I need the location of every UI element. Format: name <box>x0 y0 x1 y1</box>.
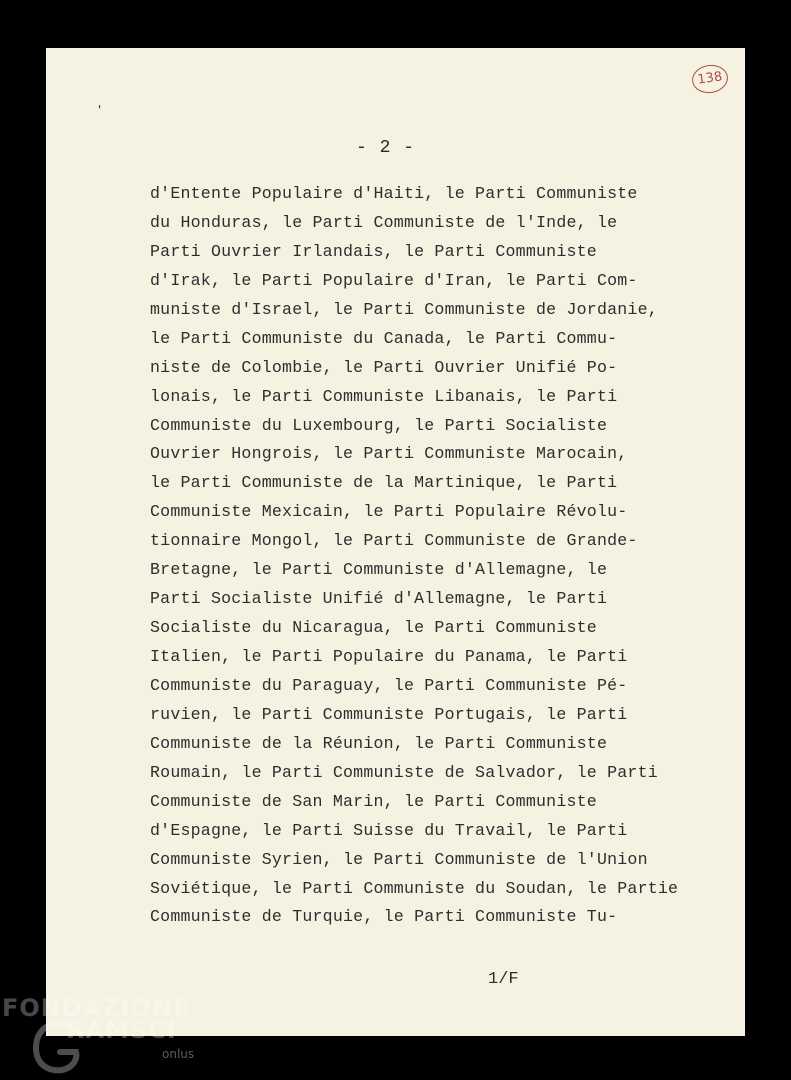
body-line: Communiste de San Marin, le Parti Communiste <box>150 791 597 811</box>
body-line: Communiste Syrien, le Parti Communiste de l'Union <box>150 849 648 869</box>
body-line: muniste d'Israel, le Parti Communiste de Jordanie, <box>150 299 658 319</box>
footer-code: 1/F <box>488 970 519 989</box>
body-line: ruvien, le Parti Communiste Portugais, le Parti <box>150 704 628 724</box>
archive-number-stamp: 138 <box>690 63 730 96</box>
logo-onlus: onlus <box>162 1047 195 1061</box>
page-number: - 2 - <box>356 138 416 158</box>
fondazione-gramsci-logo <box>2 992 202 1077</box>
body-line: Roumain, le Parti Communiste de Salvador, le Parti <box>150 762 658 782</box>
body-line: d'Espagne, le Parti Suisse du Travail, le Parti <box>150 820 628 840</box>
body-line: du Honduras, le Parti Communiste de l'Inde, le <box>150 212 618 232</box>
body-line: le Parti Communiste de la Martinique, le Parti <box>150 473 618 493</box>
body-line: tionnaire Mongol, le Parti Communiste de Grande- <box>150 531 638 551</box>
body-line: Communiste du Luxembourg, le Parti Socialiste <box>150 415 608 435</box>
body-line: Parti Ouvrier Irlandais, le Parti Communiste <box>150 241 597 261</box>
body-line: Soviétique, le Parti Communiste du Soudan, le Partie <box>150 878 679 898</box>
body-line: d'Entente Populaire d'Haiti, le Parti Communiste <box>150 184 638 203</box>
body-line: d'Irak, le Parti Populaire d'Iran, le Parti Com- <box>150 270 638 290</box>
body-line: Communiste de la Réunion, le Parti Communiste <box>150 733 608 753</box>
body-line: Socialiste du Nicaragua, le Parti Communiste <box>150 618 597 638</box>
body-line: Communiste Mexicain, le Parti Populaire Révolu- <box>150 502 628 522</box>
margin-mark: ' <box>96 103 104 117</box>
body-line: le Parti Communiste du Canada, le Parti Commu- <box>150 328 618 348</box>
body-line: Italien, le Parti Populaire du Panama, le Parti <box>150 647 628 666</box>
logo-line-1: FONDAZIONE <box>2 994 191 1022</box>
logo-line-2: RAMSCI <box>66 1016 177 1044</box>
body-line: Bretagne, le Parti Communiste d'Allemagne, le <box>150 560 608 580</box>
body-line: niste de Colombie, le Parti Ouvrier Unifié Po- <box>150 357 618 377</box>
body-line: Ouvrier Hongrois, le Parti Communiste Marocain, <box>150 444 628 464</box>
body-line: lonais, le Parti Communiste Libanais, le Parti <box>150 386 618 406</box>
body-line: Communiste de Turquie, le Parti Communiste Tu- <box>150 907 618 927</box>
body-line: Communiste du Paraguay, le Parti Communiste Pé- <box>150 675 628 695</box>
letter-body <box>150 180 710 932</box>
body-line: Parti Socialiste Unifié d'Allemagne, le Parti <box>150 589 608 609</box>
